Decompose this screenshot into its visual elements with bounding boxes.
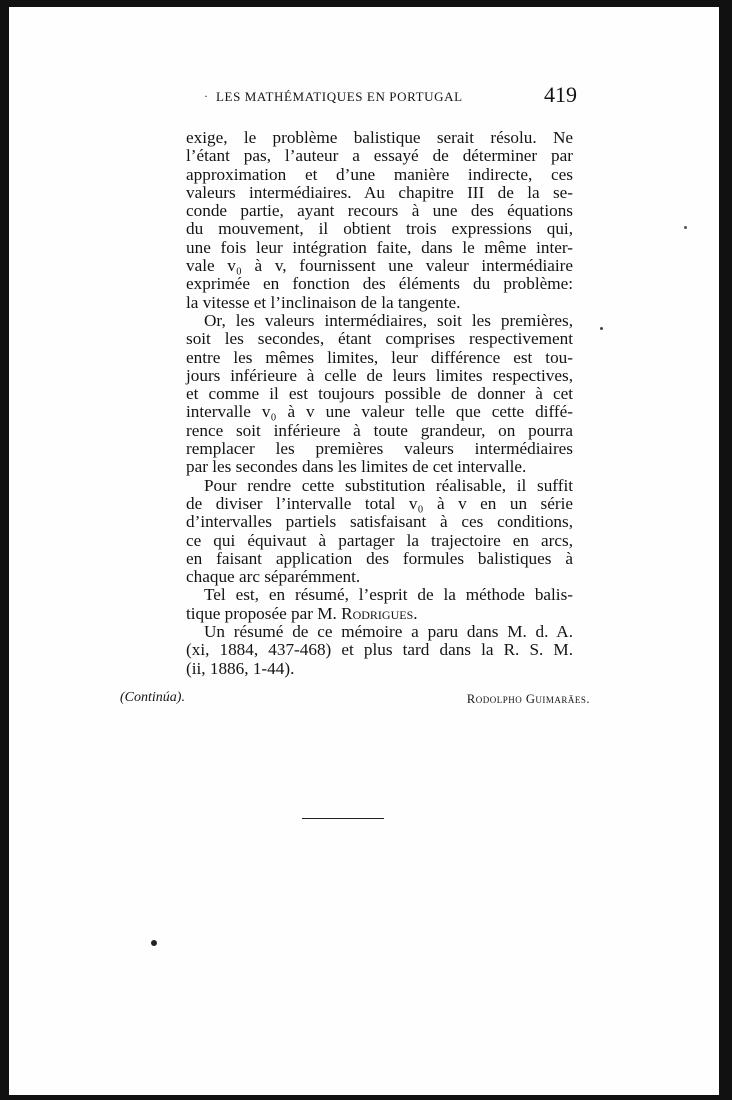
text-line [186,605,573,623]
body-text [186,129,573,678]
text-fragment: . [413,603,418,623]
text-line: rence soit inférieure à toute grandeur, on pourra [186,420,573,440]
text-line: ce qui équivaut à partager la trajectoire en arcs, [186,530,573,550]
text-line: vale v₀ à v, fournissent une valeur intermédiaire [186,256,573,276]
page-number: 419 [544,82,577,107]
text-line: exprimée en fonction des éléments du problème: [186,274,573,294]
running-title: LES MATHÉMATIQUES EN PORTUGAL [216,89,463,104]
text-line: jours inférieure à celle de leurs limites respectives, [186,365,573,385]
text-line: intervalle v₀ à v une valeur telle que cette diffé- [186,402,573,422]
text-line: d’intervalles partiels satisfaisant à ces conditions, [186,512,573,532]
text-line: (ii, 1886, 1-44). [186,658,295,678]
text-line: approximation et d’une manière indirecte, ces [186,164,573,184]
author-signature: Rodolpho Guimarães. [466,692,590,706]
text-line: l’étant pas, l’auteur a essayé de déterminer par [186,146,573,166]
text-line: une fois leur intégration faite, dans le même inter- [186,237,573,257]
text-line: soit les secondes, étant comprises respectivement [186,329,573,349]
ink-speck [600,327,603,330]
text-line: en faisant application des formules balistiques à [186,548,573,568]
text-line: valeurs intermédiaires. Au chapitre III de la se- [186,182,573,202]
text-line: et comme il est toujours possible de donner à cet [186,384,573,404]
text-line: la vitesse et l’inclinaison de la tangente. [186,292,461,312]
text-line: Un résumé de ce mémoire a paru dans M. d. A. [204,622,573,642]
text-line: par les secondes dans les limites de cet intervalle. [186,457,527,477]
text-line: du mouvement, il obtient trois expressions qui, [186,219,573,239]
author-name-rodrigues: Rodrigues [341,603,414,623]
text-line: chaque arc séparémment. [186,567,361,587]
ink-speck [151,940,157,946]
ink-speck [684,226,687,229]
continua-note: (Continúa). [120,690,185,705]
text-line: (xi, 1884, 437-468) et plus tard dans la R. S. M. [186,640,573,660]
text-line: entre les mêmes limites, leur différence est tou- [186,347,573,367]
text-line: exige, le problème balistique serait résolu. Ne [186,128,573,147]
text-line: Pour rendre cette substitution réalisable, il suffit [204,475,573,495]
header-dot: · [204,89,208,103]
text-line: de diviser l’intervalle total v₀ à v en un série [186,493,573,513]
text-line: Tel est, en résumé, l’esprit de la méthode balis- [204,585,573,605]
section-rule [302,818,384,819]
text-line: conde partie, ayant recours à une des équations [186,201,573,221]
running-header [204,82,604,112]
text-line: remplacer les premières valeurs intermédiaires [186,439,573,459]
text-line: Or, les valeurs intermédiaires, soit les premières, [204,310,573,330]
signature-block [120,690,590,712]
text-fragment: tique proposée par M. [186,603,342,623]
